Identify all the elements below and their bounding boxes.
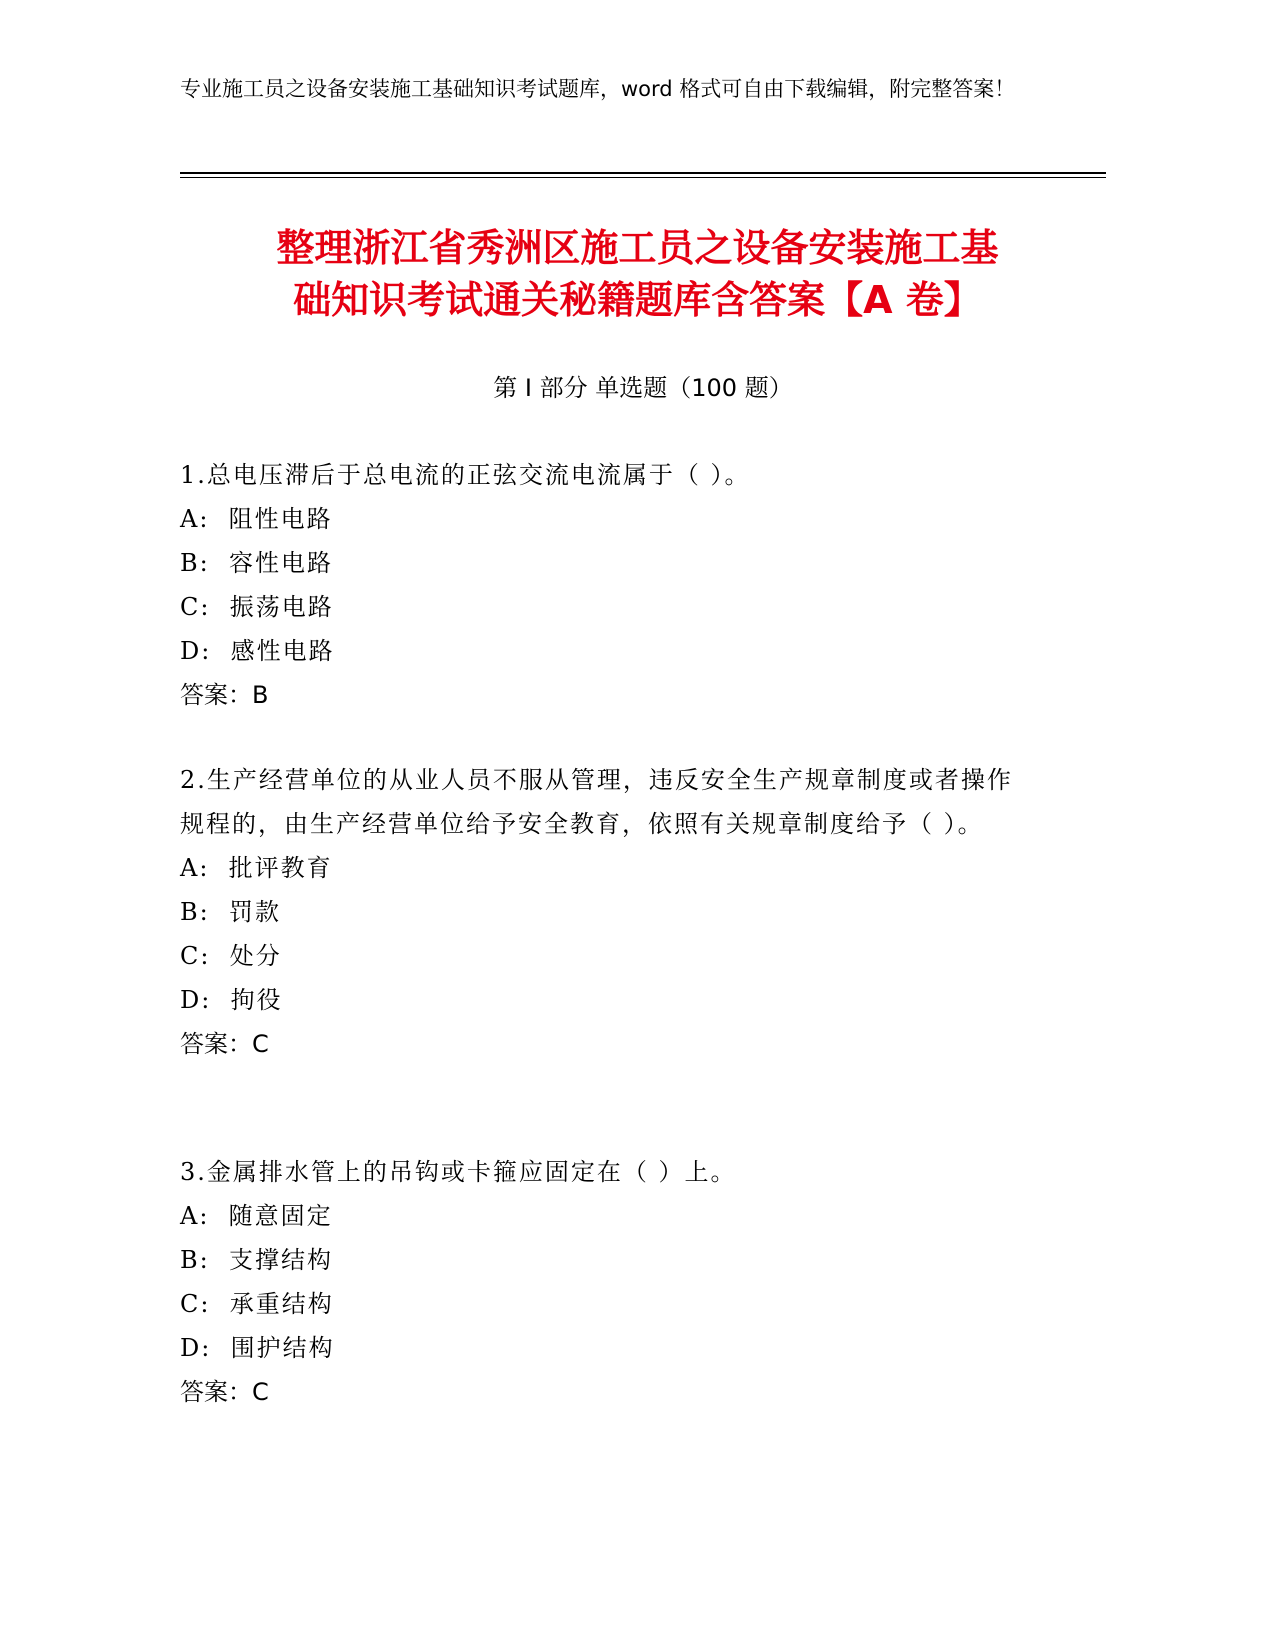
option-a: A: 阻性电路 xyxy=(180,505,333,533)
option-a: A: 随意固定 xyxy=(180,1202,333,1230)
option-b: B: 支撑结构 xyxy=(180,1246,333,1274)
header-divider-thin xyxy=(180,177,1106,178)
question-stem: 1.总电压滞后于总电流的正弦交流电流属于（ ）。 xyxy=(180,461,751,489)
document-title xyxy=(160,222,1115,326)
option-c: C: 振荡电路 xyxy=(180,593,334,621)
answer: 答案：C xyxy=(180,1030,269,1058)
option-d: D: 拘役 xyxy=(180,986,283,1014)
header-divider-thick xyxy=(180,172,1106,174)
header-note: 专业施工员之设备安装施工基础知识考试题库，word 格式可自由下载编辑，附完整答案！ xyxy=(180,77,1016,101)
option-c: C: 处分 xyxy=(180,942,282,970)
option-a: A: 批评教育 xyxy=(180,854,333,882)
document-title-line-1: 整理浙江省秀洲区施工员之设备安装施工基 xyxy=(276,226,999,270)
question-2 xyxy=(180,758,1030,1066)
section-title: 第 I 部分 单选题（100 题） xyxy=(493,374,793,402)
option-b: B: 罚款 xyxy=(180,898,281,926)
answer: 答案：B xyxy=(180,681,269,709)
answer: 答案：C xyxy=(180,1378,269,1406)
question-stem: 3.金属排水管上的吊钩或卡箍应固定在（ ）上。 xyxy=(180,1158,737,1186)
option-d: D: 围护结构 xyxy=(180,1334,335,1362)
question-1 xyxy=(180,453,1030,717)
document-title-line-2: 础知识考试通关秘籍题库含答案【A 卷】 xyxy=(293,278,982,322)
question-stem: 2.生产经营单位的从业人员不服从管理，违反安全生产规章制度或者操作规程的，由生产经营单位给予安全教育，依照有关规章制度给予（ ）。 xyxy=(180,766,1013,838)
option-d: D: 感性电路 xyxy=(180,637,335,665)
option-b: B: 容性电路 xyxy=(180,549,333,577)
option-c: C: 承重结构 xyxy=(180,1290,334,1318)
question-3 xyxy=(180,1150,1030,1414)
